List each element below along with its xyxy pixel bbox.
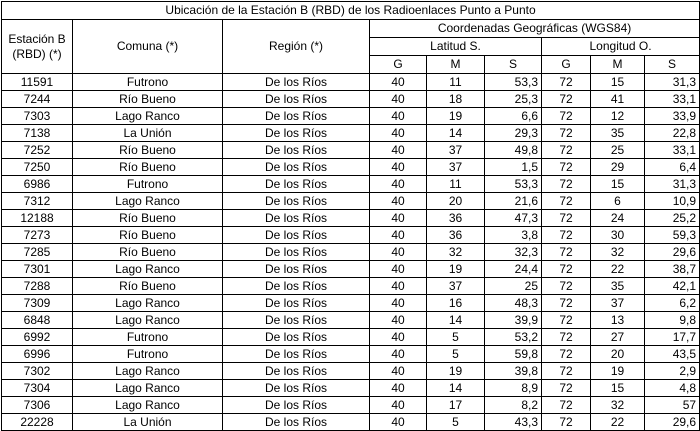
cell-region: De los Ríos xyxy=(223,227,370,244)
header-lat-g: G xyxy=(370,56,427,74)
cell-lat-m: 5 xyxy=(427,329,485,346)
cell-region: De los Ríos xyxy=(223,108,370,125)
cell-lat-s: 8,2 xyxy=(485,397,542,414)
cell-estacion: 7303 xyxy=(2,108,73,125)
cell-lat-g: 40 xyxy=(370,397,427,414)
cell-lon-g: 72 xyxy=(542,193,591,210)
cell-comuna: Río Bueno xyxy=(73,159,223,176)
cell-lon-g: 72 xyxy=(542,397,591,414)
cell-estacion: 7312 xyxy=(2,193,73,210)
table-row xyxy=(2,329,700,346)
cell-comuna: Lago Ranco xyxy=(73,397,223,414)
cell-comuna: Futrono xyxy=(73,346,223,363)
cell-lat-m: 5 xyxy=(427,414,485,431)
cell-lon-g: 72 xyxy=(542,414,591,431)
cell-lat-s: 47,3 xyxy=(485,210,542,227)
cell-comuna: Futrono xyxy=(73,74,223,91)
cell-region: De los Ríos xyxy=(223,74,370,91)
cell-region: De los Ríos xyxy=(223,278,370,295)
cell-lat-m: 17 xyxy=(427,397,485,414)
cell-lat-g: 40 xyxy=(370,74,427,91)
header-latitud: Latitud S. xyxy=(370,38,542,56)
cell-lat-g: 40 xyxy=(370,244,427,261)
cell-lat-m: 37 xyxy=(427,142,485,159)
cell-estacion: 7273 xyxy=(2,227,73,244)
cell-lat-s: 39,8 xyxy=(485,363,542,380)
cell-lon-s: 10,9 xyxy=(645,193,700,210)
cell-lon-s: 57 xyxy=(645,397,700,414)
cell-comuna: Río Bueno xyxy=(73,210,223,227)
cell-lat-m: 37 xyxy=(427,278,485,295)
cell-lat-g: 40 xyxy=(370,414,427,431)
cell-lon-m: 27 xyxy=(591,329,645,346)
cell-lat-m: 19 xyxy=(427,108,485,125)
table-row xyxy=(2,380,700,397)
cell-region: De los Ríos xyxy=(223,210,370,227)
cell-lat-m: 19 xyxy=(427,261,485,278)
cell-lon-m: 30 xyxy=(591,227,645,244)
cell-lat-m: 36 xyxy=(427,227,485,244)
cell-comuna: Lago Ranco xyxy=(73,108,223,125)
cell-lat-m: 11 xyxy=(427,176,485,193)
cell-lon-s: 59,3 xyxy=(645,227,700,244)
cell-lat-s: 53,3 xyxy=(485,74,542,91)
cell-lon-m: 32 xyxy=(591,397,645,414)
cell-comuna: Futrono xyxy=(73,329,223,346)
cell-lat-m: 32 xyxy=(427,244,485,261)
cell-lon-g: 72 xyxy=(542,108,591,125)
cell-lat-s: 1,5 xyxy=(485,159,542,176)
cell-region: De los Ríos xyxy=(223,244,370,261)
cell-lat-g: 40 xyxy=(370,363,427,380)
cell-lon-s: 6,4 xyxy=(645,159,700,176)
cell-lon-s: 4,8 xyxy=(645,380,700,397)
cell-estacion: 7304 xyxy=(2,380,73,397)
header-region: Región (*) xyxy=(223,20,370,74)
cell-lon-s: 43,5 xyxy=(645,346,700,363)
cell-lat-g: 40 xyxy=(370,176,427,193)
cell-lat-s: 49,8 xyxy=(485,142,542,159)
cell-region: De los Ríos xyxy=(223,159,370,176)
cell-lon-s: 33,9 xyxy=(645,108,700,125)
header-lon-g: G xyxy=(542,56,591,74)
cell-lat-m: 19 xyxy=(427,363,485,380)
cell-region: De los Ríos xyxy=(223,414,370,431)
header-lon-s: S xyxy=(645,56,700,74)
table-row xyxy=(2,363,700,380)
cell-lon-s: 9,8 xyxy=(645,312,700,329)
cell-lon-m: 15 xyxy=(591,380,645,397)
cell-lon-s: 17,7 xyxy=(645,329,700,346)
cell-lon-g: 72 xyxy=(542,295,591,312)
cell-lon-m: 22 xyxy=(591,414,645,431)
cell-lat-m: 14 xyxy=(427,380,485,397)
cell-lon-s: 2,9 xyxy=(645,363,700,380)
header-longitud: Longitud O. xyxy=(542,38,700,56)
cell-lon-g: 72 xyxy=(542,380,591,397)
cell-lat-s: 6,6 xyxy=(485,108,542,125)
cell-estacion: 6986 xyxy=(2,176,73,193)
cell-lat-s: 32,3 xyxy=(485,244,542,261)
cell-lon-s: 29,6 xyxy=(645,414,700,431)
cell-region: De los Ríos xyxy=(223,397,370,414)
cell-lon-m: 29 xyxy=(591,159,645,176)
cell-region: De los Ríos xyxy=(223,125,370,142)
cell-comuna: Río Bueno xyxy=(73,91,223,108)
cell-region: De los Ríos xyxy=(223,363,370,380)
cell-estacion: 7306 xyxy=(2,397,73,414)
cell-lat-s: 25 xyxy=(485,278,542,295)
table-row xyxy=(2,210,700,227)
cell-estacion: 7285 xyxy=(2,244,73,261)
cell-lat-g: 40 xyxy=(370,278,427,295)
table-row xyxy=(2,74,700,91)
cell-comuna: Futrono xyxy=(73,176,223,193)
cell-region: De los Ríos xyxy=(223,176,370,193)
cell-lat-s: 8,9 xyxy=(485,380,542,397)
cell-lat-g: 40 xyxy=(370,346,427,363)
cell-lat-g: 40 xyxy=(370,312,427,329)
cell-comuna: Lago Ranco xyxy=(73,363,223,380)
cell-lat-s: 24,4 xyxy=(485,261,542,278)
table-body xyxy=(2,74,700,431)
cell-lon-s: 33,1 xyxy=(645,91,700,108)
cell-comuna: Río Bueno xyxy=(73,142,223,159)
header-lat-s: S xyxy=(485,56,542,74)
cell-comuna: Río Bueno xyxy=(73,227,223,244)
table-row xyxy=(2,91,700,108)
cell-lat-g: 40 xyxy=(370,329,427,346)
cell-lat-s: 53,2 xyxy=(485,329,542,346)
cell-lon-s: 38,7 xyxy=(645,261,700,278)
cell-lat-m: 11 xyxy=(427,74,485,91)
cell-lat-g: 40 xyxy=(370,91,427,108)
cell-estacion: 12188 xyxy=(2,210,73,227)
cell-lat-s: 21,6 xyxy=(485,193,542,210)
cell-lon-m: 12 xyxy=(591,108,645,125)
table-row xyxy=(2,295,700,312)
cell-region: De los Ríos xyxy=(223,346,370,363)
cell-lon-s: 6,2 xyxy=(645,295,700,312)
cell-lat-s: 59,8 xyxy=(485,346,542,363)
cell-lat-m: 14 xyxy=(427,312,485,329)
cell-lat-m: 16 xyxy=(427,295,485,312)
cell-lon-m: 15 xyxy=(591,74,645,91)
cell-lat-g: 40 xyxy=(370,227,427,244)
cell-lat-g: 40 xyxy=(370,142,427,159)
cell-lon-m: 6 xyxy=(591,193,645,210)
cell-lat-s: 29,3 xyxy=(485,125,542,142)
cell-lon-g: 72 xyxy=(542,261,591,278)
cell-lon-g: 72 xyxy=(542,125,591,142)
cell-lon-s: 42,1 xyxy=(645,278,700,295)
cell-region: De los Ríos xyxy=(223,91,370,108)
cell-lon-g: 72 xyxy=(542,210,591,227)
cell-estacion: 7244 xyxy=(2,91,73,108)
cell-lon-m: 24 xyxy=(591,210,645,227)
cell-lat-s: 39,9 xyxy=(485,312,542,329)
cell-lon-m: 35 xyxy=(591,125,645,142)
cell-estacion: 22228 xyxy=(2,414,73,431)
cell-estacion: 7252 xyxy=(2,142,73,159)
cell-comuna: Lago Ranco xyxy=(73,193,223,210)
cell-estacion: 11591 xyxy=(2,74,73,91)
cell-comuna: Lago Ranco xyxy=(73,261,223,278)
header-comuna: Comuna (*) xyxy=(73,20,223,74)
table-row xyxy=(2,176,700,193)
cell-lat-g: 40 xyxy=(370,380,427,397)
header-estacion-label: Estación B (RBD) (*) xyxy=(8,31,66,61)
cell-region: De los Ríos xyxy=(223,261,370,278)
cell-lat-m: 14 xyxy=(427,125,485,142)
cell-lon-g: 72 xyxy=(542,244,591,261)
table-row xyxy=(2,142,700,159)
cell-region: De los Ríos xyxy=(223,312,370,329)
cell-lon-g: 72 xyxy=(542,74,591,91)
cell-estacion: 7138 xyxy=(2,125,73,142)
cell-lat-m: 36 xyxy=(427,210,485,227)
cell-lat-g: 40 xyxy=(370,295,427,312)
cell-lat-m: 18 xyxy=(427,91,485,108)
cell-comuna: Río Bueno xyxy=(73,278,223,295)
cell-lon-m: 37 xyxy=(591,295,645,312)
table-row xyxy=(2,125,700,142)
cell-region: De los Ríos xyxy=(223,142,370,159)
cell-lon-s: 31,3 xyxy=(645,74,700,91)
cell-comuna: La Unión xyxy=(73,414,223,431)
cell-lon-g: 72 xyxy=(542,91,591,108)
cell-lon-s: 33,1 xyxy=(645,142,700,159)
cell-estacion: 7288 xyxy=(2,278,73,295)
cell-estacion: 7302 xyxy=(2,363,73,380)
cell-comuna: Río Bueno xyxy=(73,244,223,261)
cell-lat-s: 48,3 xyxy=(485,295,542,312)
cell-lon-m: 32 xyxy=(591,244,645,261)
cell-comuna: La Unión xyxy=(73,125,223,142)
cell-lat-s: 25,3 xyxy=(485,91,542,108)
cell-lat-g: 40 xyxy=(370,261,427,278)
cell-lon-m: 20 xyxy=(591,346,645,363)
cell-lat-s: 43,3 xyxy=(485,414,542,431)
cell-lat-g: 40 xyxy=(370,108,427,125)
cell-lon-g: 72 xyxy=(542,312,591,329)
table-row xyxy=(2,261,700,278)
cell-lat-g: 40 xyxy=(370,210,427,227)
cell-lon-s: 29,6 xyxy=(645,244,700,261)
cell-lat-m: 37 xyxy=(427,159,485,176)
header-lat-m: M xyxy=(427,56,485,74)
cell-estacion: 7301 xyxy=(2,261,73,278)
cell-lon-m: 13 xyxy=(591,312,645,329)
table-row xyxy=(2,108,700,125)
cell-lat-g: 40 xyxy=(370,125,427,142)
cell-estacion: 7309 xyxy=(2,295,73,312)
cell-lon-g: 72 xyxy=(542,176,591,193)
table-row xyxy=(2,227,700,244)
cell-region: De los Ríos xyxy=(223,295,370,312)
cell-lon-g: 72 xyxy=(542,346,591,363)
table-row xyxy=(2,397,700,414)
cell-lat-m: 20 xyxy=(427,193,485,210)
cell-lon-s: 25,2 xyxy=(645,210,700,227)
table-row xyxy=(2,244,700,261)
stations-table xyxy=(1,1,700,431)
cell-lon-g: 72 xyxy=(542,329,591,346)
table-row xyxy=(2,346,700,363)
cell-estacion: 7250 xyxy=(2,159,73,176)
cell-lon-m: 15 xyxy=(591,176,645,193)
cell-comuna: Lago Ranco xyxy=(73,312,223,329)
cell-region: De los Ríos xyxy=(223,380,370,397)
cell-lon-m: 41 xyxy=(591,91,645,108)
cell-lon-m: 19 xyxy=(591,363,645,380)
header-estacion xyxy=(2,20,73,74)
table-row xyxy=(2,414,700,431)
cell-lat-g: 40 xyxy=(370,159,427,176)
table-row xyxy=(2,193,700,210)
header-lon-m: M xyxy=(591,56,645,74)
header-coordenadas: Coordenadas Geográficas (WGS84) xyxy=(370,20,700,38)
cell-region: De los Ríos xyxy=(223,193,370,210)
cell-comuna: Lago Ranco xyxy=(73,380,223,397)
cell-estacion: 6992 xyxy=(2,329,73,346)
cell-lon-m: 25 xyxy=(591,142,645,159)
table-row xyxy=(2,278,700,295)
cell-estacion: 6848 xyxy=(2,312,73,329)
cell-lat-s: 3,8 xyxy=(485,227,542,244)
table-title: Ubicación de la Estación B (RBD) de los Radioenlaces Punto a Punto xyxy=(2,2,700,20)
cell-lon-g: 72 xyxy=(542,227,591,244)
cell-lon-m: 35 xyxy=(591,278,645,295)
cell-comuna: Lago Ranco xyxy=(73,295,223,312)
cell-lon-s: 31,3 xyxy=(645,176,700,193)
table-row xyxy=(2,159,700,176)
cell-lon-g: 72 xyxy=(542,142,591,159)
table-row xyxy=(2,312,700,329)
cell-lon-m: 22 xyxy=(591,261,645,278)
cell-estacion: 6996 xyxy=(2,346,73,363)
cell-lat-s: 53,3 xyxy=(485,176,542,193)
cell-lon-g: 72 xyxy=(542,159,591,176)
cell-lat-m: 5 xyxy=(427,346,485,363)
cell-lat-g: 40 xyxy=(370,193,427,210)
cell-lon-g: 72 xyxy=(542,363,591,380)
cell-lon-g: 72 xyxy=(542,278,591,295)
cell-lon-s: 22,8 xyxy=(645,125,700,142)
cell-region: De los Ríos xyxy=(223,329,370,346)
